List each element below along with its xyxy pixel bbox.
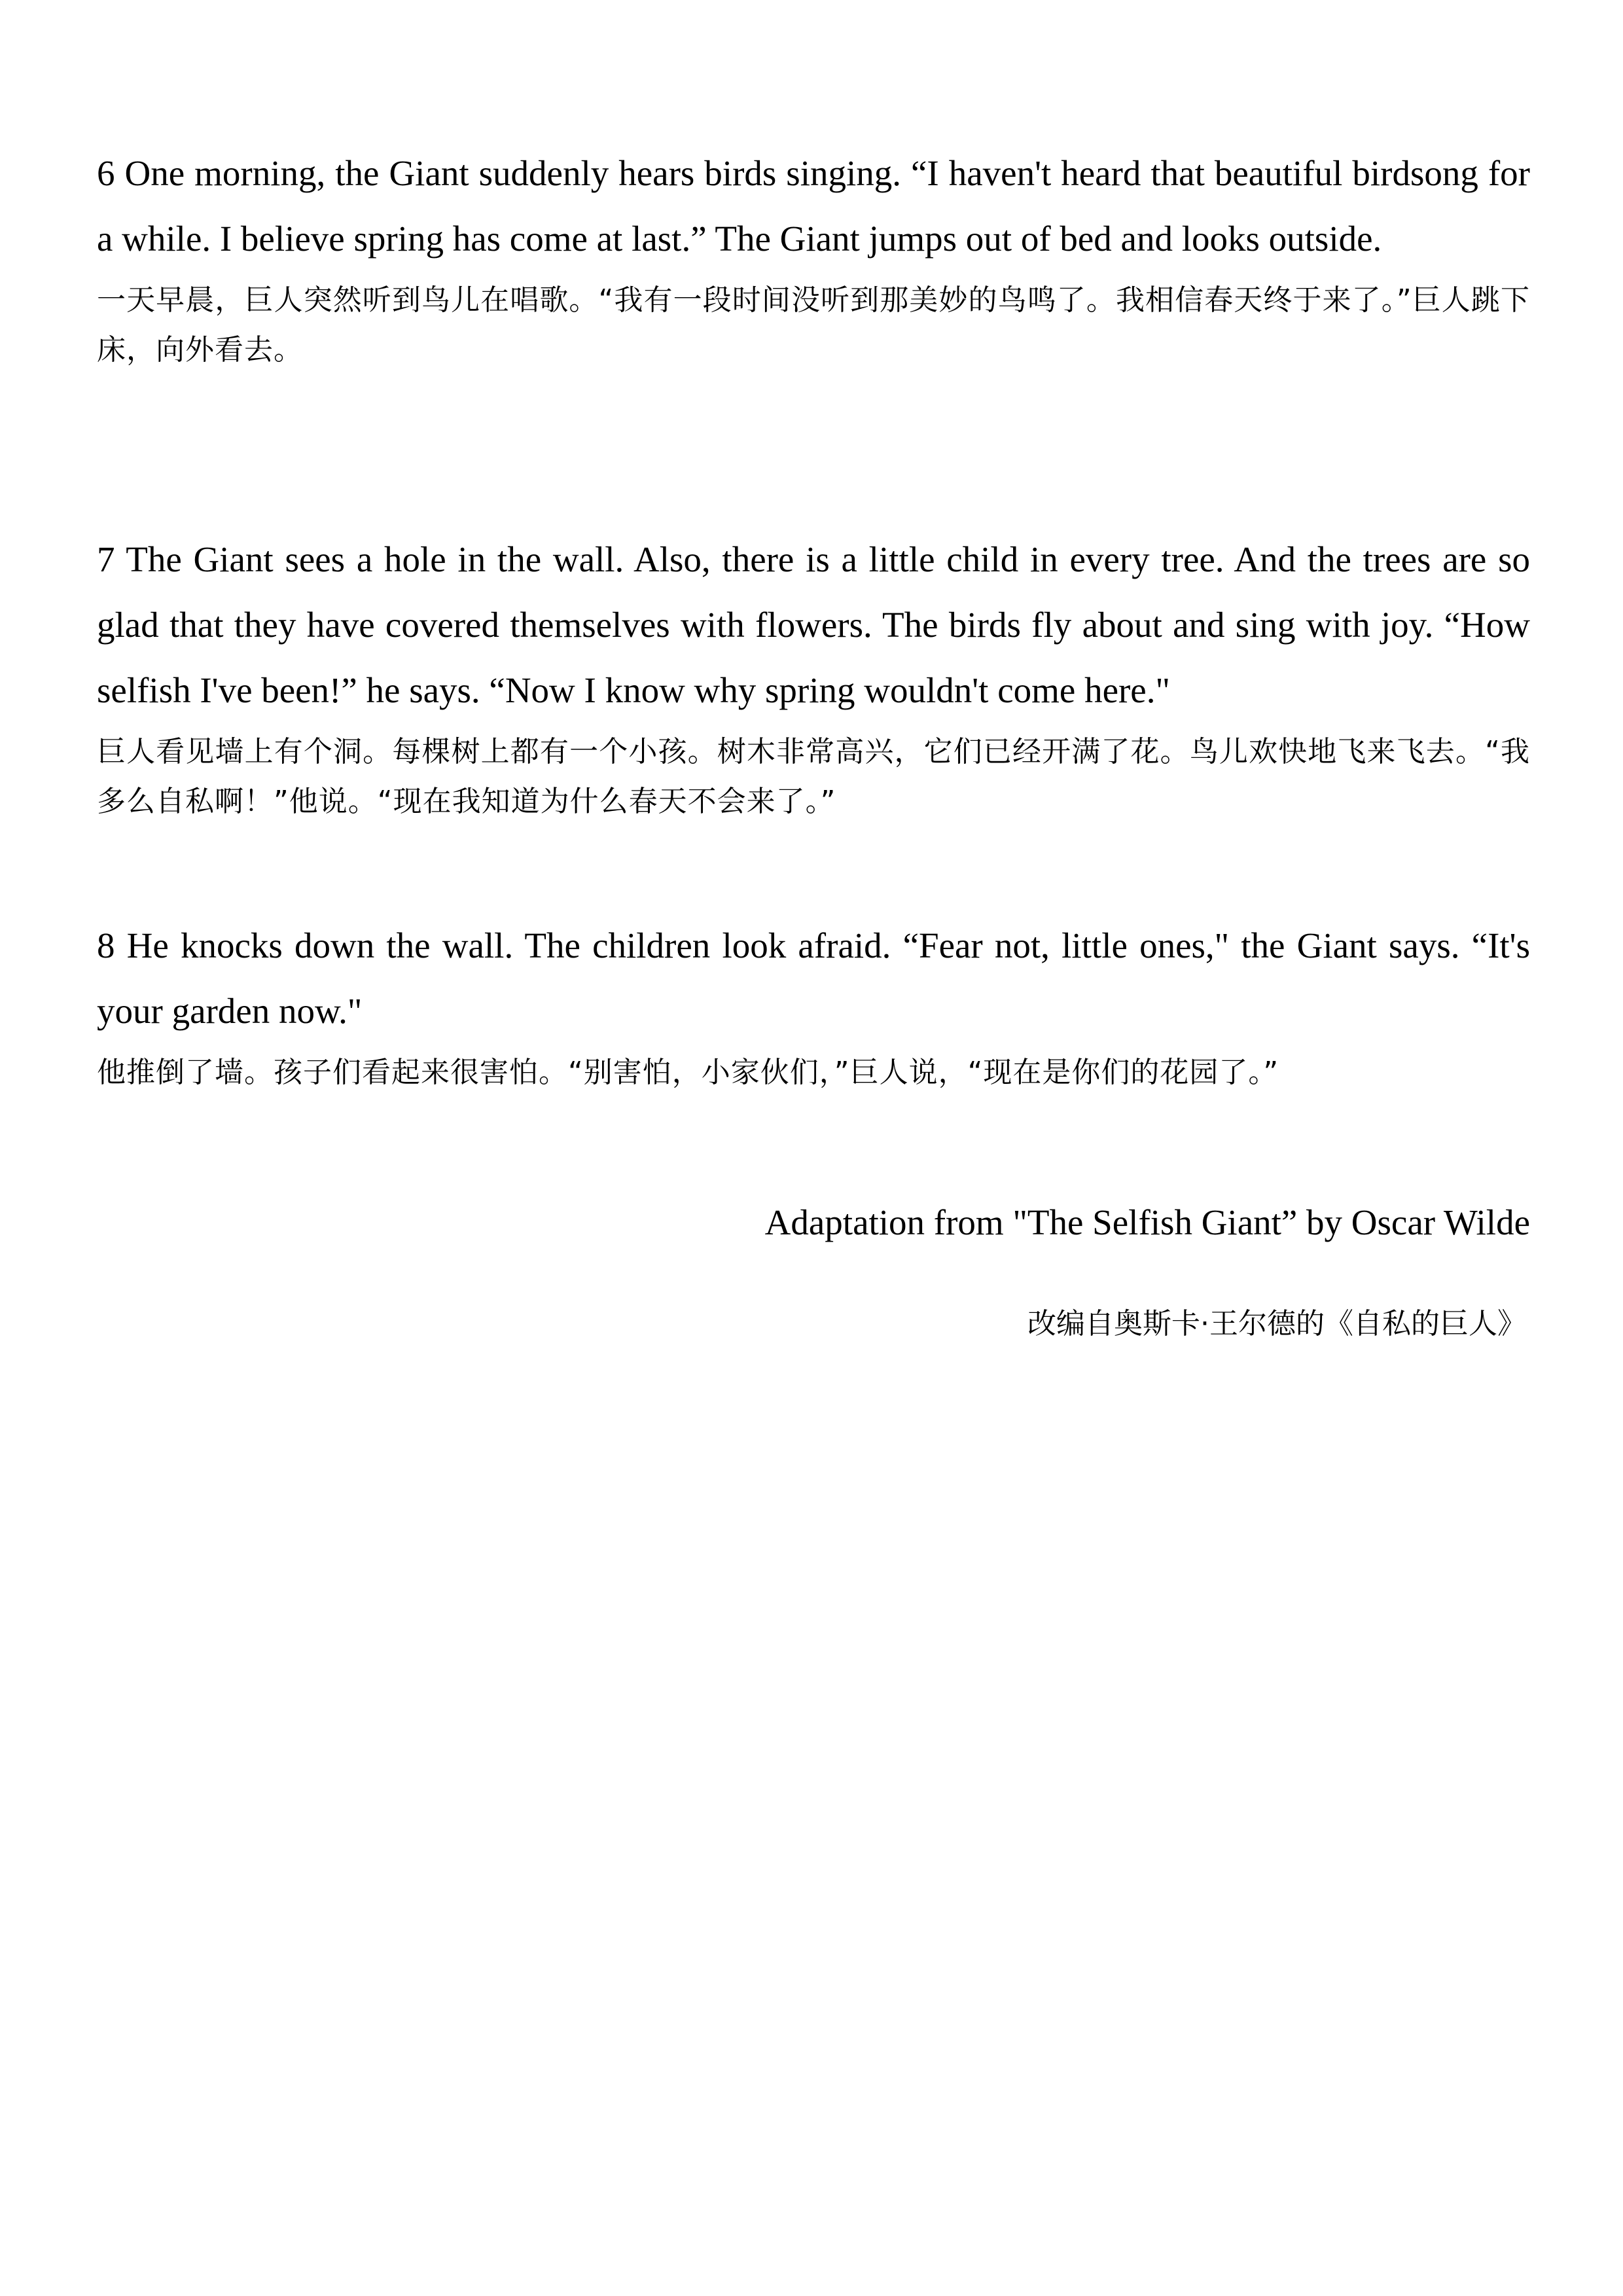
paragraph-8 [97,913,1530,1098]
credit-english: Adaptation from "The Selfish Giant” by Oscar Wilde [764,1202,1530,1242]
credit-chinese: 改编自奥斯卡·王尔德的《自私的巨人》 [1027,1307,1526,1340]
paragraph-7-chinese: 巨人看见墙上有个洞。每棵树上都有一个小孩。树木非常高兴，它们已经开满了花。鸟儿欢快地飞来飞去。“我多么自私啊！”他说。“现在我知道为什么春天不会来了。” [97,735,1530,818]
paragraph-7-english: 7 The Giant sees a hole in the wall. Also, there is a little child in every tree. And the trees are so glad that they have covered themselves with flowers. The birds fly about and sing with joy. “How selfish I've been!” he says. “Now I know why spring wouldn't come here." [97,539,1530,710]
paragraph-8-english: 8 He knocks down the wall. The children look afraid. “Fear not, little ones," the Giant says. “It's your garden now." [97,925,1530,1031]
paragraph-7 [97,527,1530,827]
paragraph-6-english: 6 One morning, the Giant suddenly hears birds singing. “I haven't heard that beautiful birdsong for a while. I believe spring has come at last.” The Giant jumps out of bed and looks outside. [97,153,1530,259]
paragraph-6 [97,141,1530,375]
paragraph-6-chinese: 一天早晨，巨人突然听到鸟儿在唱歌。“我有一段时间没听到那美妙的鸟鸣了。我相信春天终于来了。”巨人跳下床，向外看去。 [97,283,1530,367]
paragraph-8-chinese: 他推倒了墙。孩子们看起来很害怕。“别害怕，小家伙们，”巨人说，“现在是你们的花园了。” [97,1056,1279,1089]
